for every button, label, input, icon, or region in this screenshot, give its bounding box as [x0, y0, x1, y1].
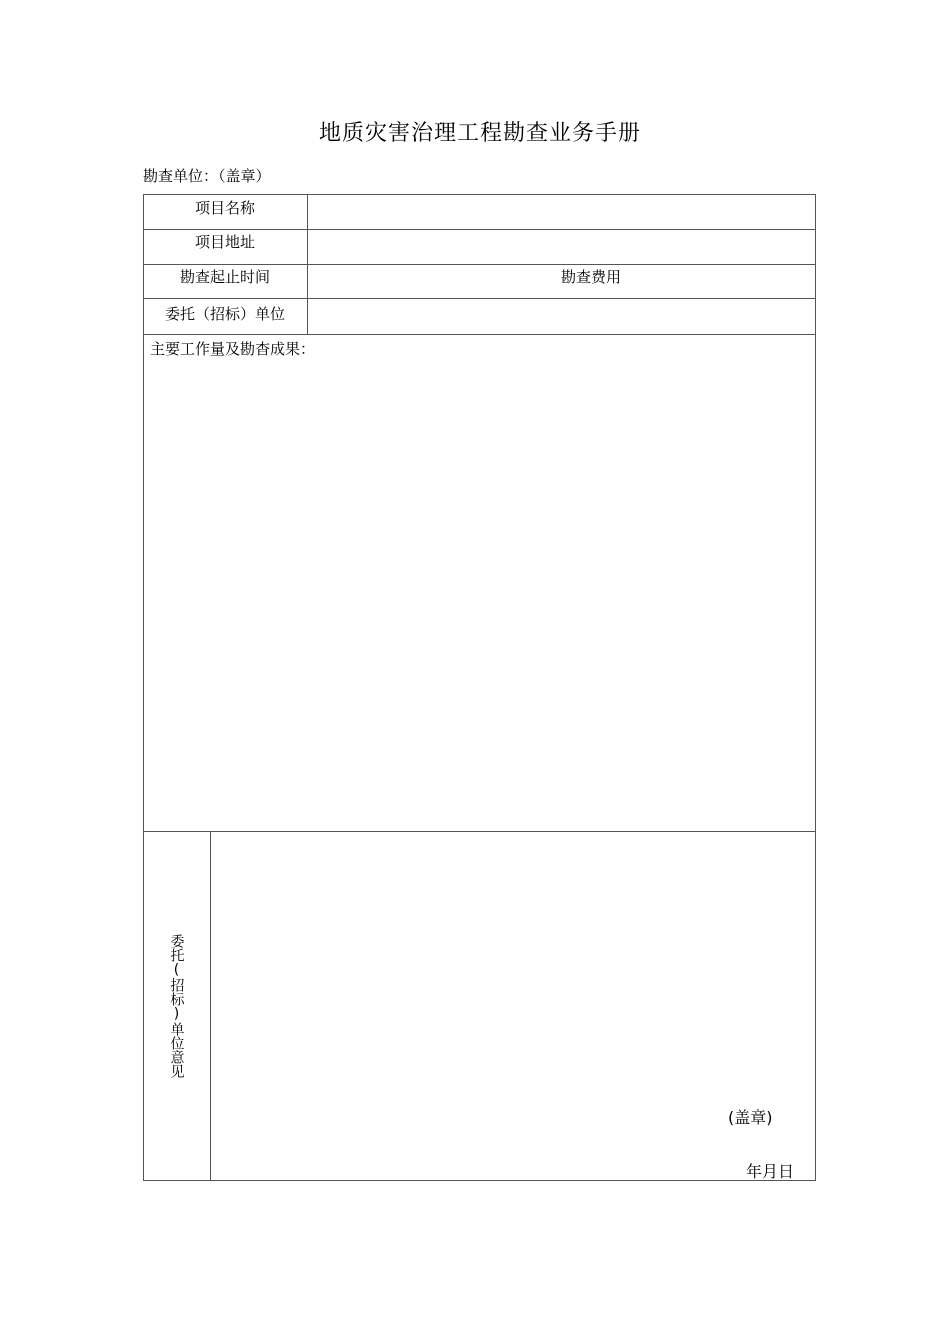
project-address-label: 项目地址 — [194, 233, 255, 251]
form-border-right — [815, 194, 816, 1181]
survey-unit-label: 勘查单位：（盖章） — [143, 167, 271, 185]
main-work-label: 主要工作量及勘杳成果： — [150, 340, 316, 358]
form-line-row3 — [143, 298, 816, 299]
project-name-label: 项目名称 — [194, 199, 255, 217]
client-opinion-label-container — [143, 831, 210, 1181]
form-border-bottom — [143, 1180, 816, 1181]
form-border-top — [143, 194, 816, 195]
survey-fee-label: 勘查费用 — [560, 268, 621, 286]
date-label: 年月日 — [746, 1162, 795, 1181]
project-name-value[interactable] — [318, 203, 798, 223]
document-title: 地质灾害治理工程勘查业务手册 — [318, 121, 641, 146]
form-line-row2 — [143, 264, 816, 265]
form-line-row5 — [143, 831, 816, 832]
form-opinion-column-divider — [210, 831, 211, 1181]
form-line-row1 — [143, 229, 816, 230]
survey-form — [143, 194, 816, 1181]
project-address-value[interactable] — [318, 238, 798, 258]
client-unit-label: 委托（招标）单位 — [164, 305, 285, 323]
survey-period-label: 勘查起止时间 — [179, 268, 270, 286]
form-line-row4 — [143, 334, 816, 335]
client-unit-value[interactable] — [318, 307, 798, 327]
stamp-label: (盖章) — [728, 1108, 773, 1127]
form-label-column-divider — [307, 194, 308, 334]
client-opinion-label: 委托(招标)单位意见 — [168, 934, 185, 1078]
